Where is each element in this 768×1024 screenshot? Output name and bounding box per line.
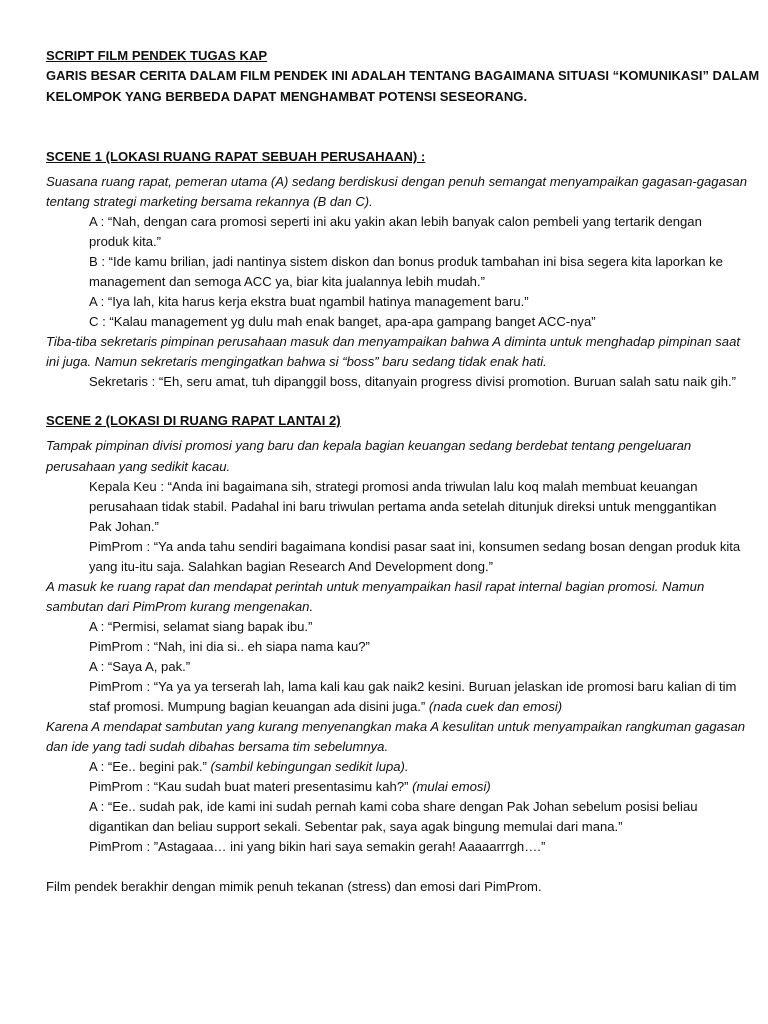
dialog-text: PimProm : “Kau sudah buat materi presentasimu kah?” (89, 779, 409, 794)
scene2-dialog-line: A : “Ee.. sudah pak, ide kami ini sudah pernah kami coba share dengan Pak Johan sebelum posisi beliau (89, 799, 698, 814)
scene1-dialog-line: B : “Ide kamu brilian, jadi nantinya sistem diskon dan bonus produk tambahan ini bisa segera kita laporkan ke (89, 254, 723, 269)
scene2-dialog-line: Kepala Keu : “Anda ini bagaimana sih, strategi promosi anda triwulan lalu koq malah membuat keuangan (89, 479, 698, 494)
scene2-dialog-line (89, 778, 491, 795)
scene1-narration-line: Tiba-tiba sekretaris pimpinan perusahaan masuk dan menyampaikan bahwa A diminta untuk menghadap pimpinan saat (46, 334, 741, 349)
scene2-heading: SCENE 2 (LOKASI DI RUANG RAPAT LANTAI 2) (46, 413, 341, 428)
scene2-dialog-line: A : “Saya A, pak.” (89, 659, 191, 674)
stage-direction: (nada cuek dan emosi) (425, 699, 563, 714)
scene1-dialog-line: C : “Kalau management yg dulu mah enak banget, apa-apa gampang banget ACC-nya” (89, 314, 596, 329)
scene2-dialog-line: digantikan dan beliau support sekali. Sebentar pak, saya agak bingung memulai dari mana.” (89, 819, 623, 834)
scene2-dialog-line: PimProm : ”Astagaaa… ini yang bikin hari saya semakin gerah! Aaaaarrrgh….” (89, 839, 546, 854)
scene2-dialog-line: perusahaan tidak stabil. Padahal ini baru triwulan pertama anda setelah ditunjuk direksi untuk menggantikan (89, 499, 717, 514)
scene2-dialog-line (89, 698, 562, 715)
scene2-narration-line: Karena A mendapat sambutan yang kurang menyenangkan maka A kesulitan untuk menyampaikan rangkuman gagasan (46, 719, 746, 734)
scene1-dialog-line: produk kita.” (89, 234, 162, 249)
script-title: SCRIPT FILM PENDEK TUGAS KAP (46, 48, 268, 63)
scene2-dialog-line: Pak Johan.” (89, 519, 159, 534)
scene1-narration-line: ini juga. Namun sekretaris mengingatkan bahwa si “boss” baru sedang tidak enak hati. (46, 354, 547, 369)
scene1-dialog-line: A : “Iya lah, kita harus kerja ekstra buat ngambil hatinya management baru.” (89, 294, 529, 309)
summary-line-2: KELOMPOK YANG BERBEDA DAPAT MENGHAMBAT POTENSI SESEORANG. (46, 89, 528, 104)
scene2-narration-line: Tampak pimpinan divisi promosi yang baru dan kepala bagian keuangan sedang berdebat tentang pengeluaran (46, 438, 692, 453)
scene1-heading: SCENE 1 (LOKASI RUANG RAPAT SEBUAH PERUSAHAAN) : (46, 149, 426, 164)
scene1-dialog-line: management dan semoga ACC ya, biar kita jualannya lebih mudah.” (89, 274, 485, 289)
scene2-dialog-line: PimProm : “Ya anda tahu sendiri bagaimana kondisi pasar saat ini, konsumen sedang bosan dengan produk kita (89, 539, 741, 554)
scene2-dialog-line (89, 758, 409, 775)
scene2-narration-line: A masuk ke ruang rapat dan mendapat perintah untuk menyampaikan hasil rapat internal bagian promosi. Namun (46, 579, 705, 594)
scene1-narration-line: Suasana ruang rapat, pemeran utama (A) sedang berdiskusi dengan penuh semangat menyampaikan gagasan-gagasan (46, 174, 747, 189)
closing-line: Film pendek berakhir dengan mimik penuh tekanan (stress) dan emosi dari PimProm. (46, 879, 542, 894)
scene2-dialog-line: A : “Permisi, selamat siang bapak ibu.” (89, 619, 313, 634)
scene2-narration-line: sambutan dari PimProm kurang mengenakan. (46, 599, 314, 614)
scene2-narration-line: perusahaan yang sedikit kacau. (46, 459, 231, 474)
dialog-text: A : “Ee.. begini pak.” (89, 759, 207, 774)
scene2-dialog-line: PimProm : “Nah, ini dia si.. eh siapa nama kau?” (89, 639, 370, 654)
stage-direction: (mulai emosi) (408, 779, 491, 794)
scene1-dialog-line: A : “Nah, dengan cara promosi seperti ini aku yakin akan lebih banyak calon pembeli yang tertarik dengan (89, 214, 702, 229)
scene2-dialog-line: yang itu-itu saja. Salahkan bagian Research And Development dong.” (89, 559, 493, 574)
dialog-text: staf promosi. Mumpung bagian keuangan ada disini juga.” (89, 699, 426, 714)
scene2-narration-line: dan ide yang tadi sudah dibahas bersama tim sebelumnya. (46, 739, 389, 754)
stage-direction: (sambil kebingungan sedikit lupa). (206, 759, 409, 774)
summary-line-1: GARIS BESAR CERITA DALAM FILM PENDEK INI ADALAH TENTANG BAGAIMANA SITUASI “KOMUNIKASI” DALAM (46, 68, 760, 83)
scene1-narration-line: tentang strategi marketing bersama rekannya (B dan C). (46, 194, 373, 209)
scene2-dialog-line: PimProm : “Ya ya ya terserah lah, lama kali kau gak naik2 kesini. Buruan jelaskan ide promosi baru kalian di tim (89, 679, 737, 694)
scene1-dialog-line: Sekretaris : “Eh, seru amat, tuh dipanggil boss, ditanyain progress divisi promotion. Buruan salah satu naik gih.” (89, 374, 737, 389)
